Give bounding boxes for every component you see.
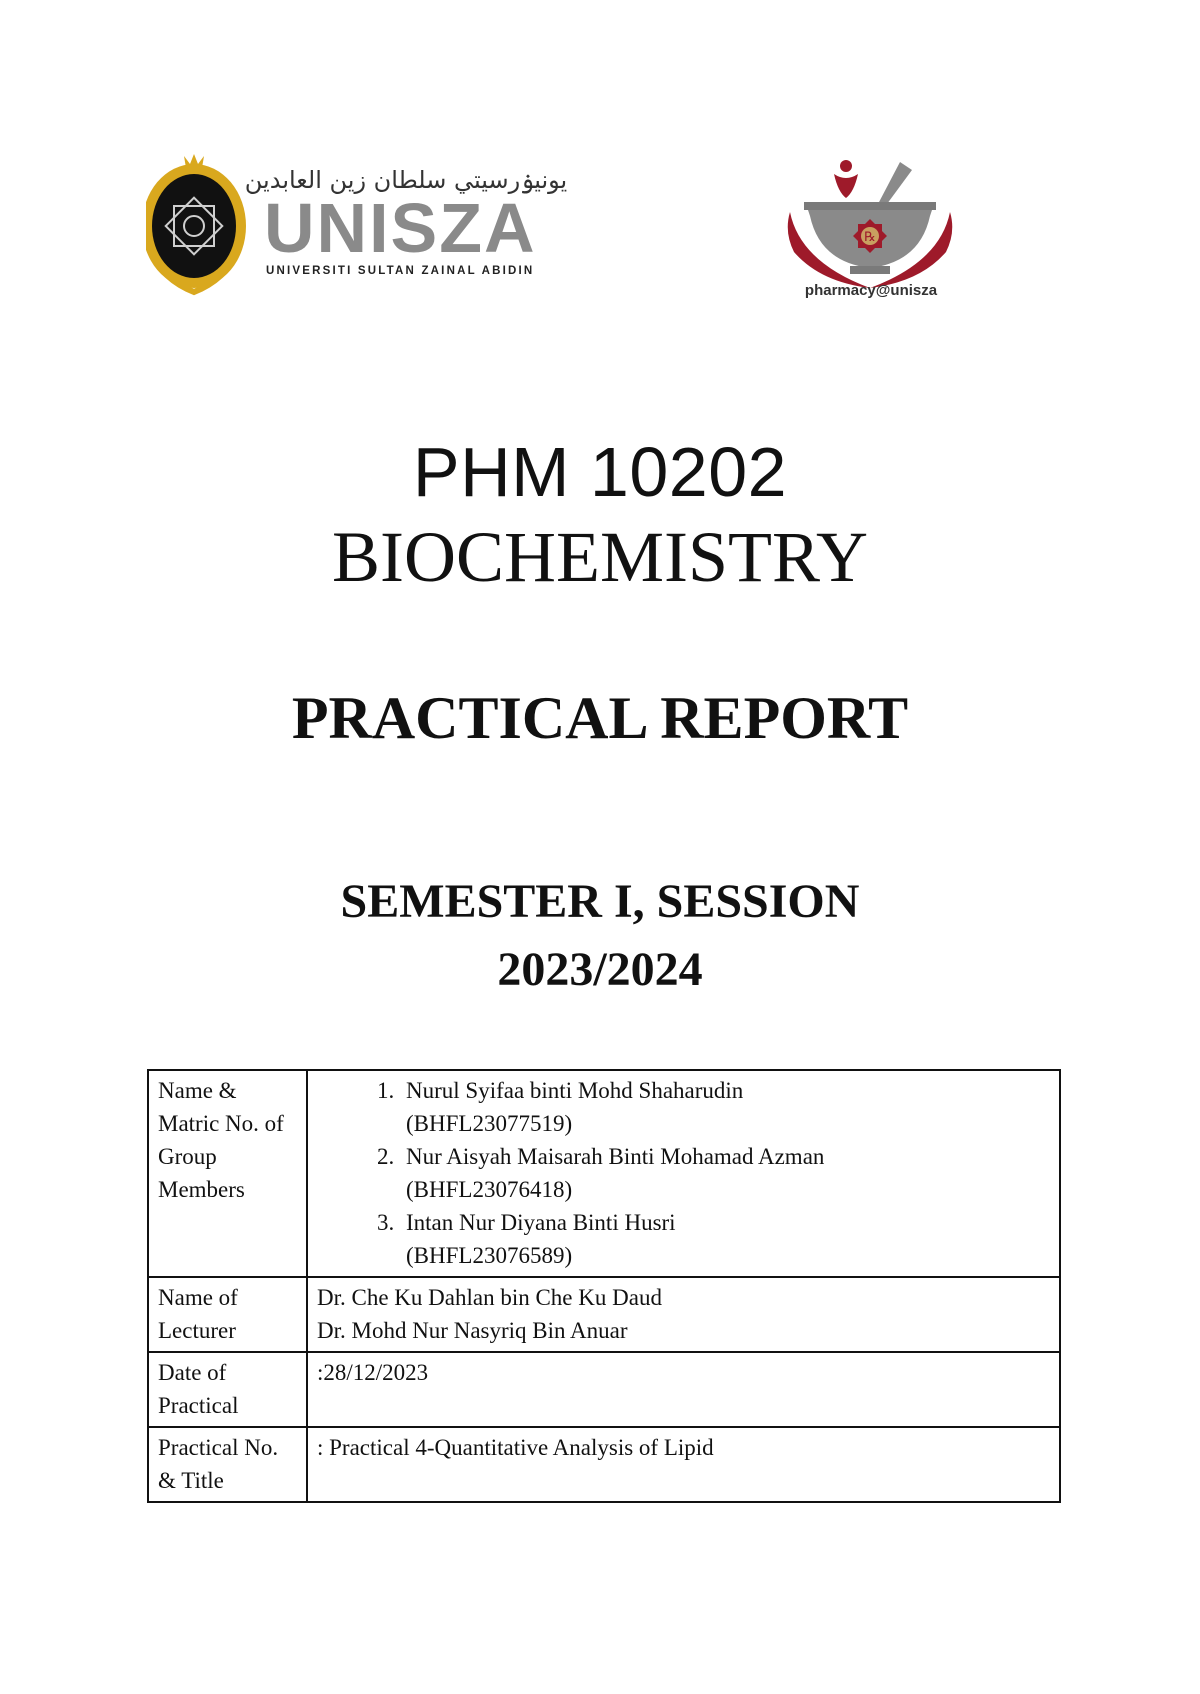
member-name: 3. Intan Nur Diyana Binti Husri [406, 1210, 676, 1235]
pharmacy-logo-icon [780, 152, 960, 302]
members-label: Name & Matric No. of Group Members [148, 1070, 307, 1277]
member-name: 1. Nurul Syifaa binti Mohd Shaharudin [406, 1078, 744, 1103]
member-matric: (BHFL23076589) [406, 1243, 573, 1268]
university-full-name: UNIVERSITI SULTAN ZAINAL ABIDIN [266, 265, 535, 277]
member-matric: (BHFL23076418) [406, 1177, 573, 1202]
member-item [400, 1074, 1051, 1140]
practical-title-label: Practical No. & Title [148, 1427, 307, 1502]
session-year: 2023/2024 [497, 943, 703, 996]
lecturer-name: Dr. Che Ku Dahlan bin Che Ku Daud [317, 1285, 662, 1310]
member-item [400, 1140, 1051, 1206]
report-info-table [147, 1069, 1061, 1503]
pharmacy-caption: pharmacy@unisza [804, 282, 938, 299]
semester-session [0, 868, 1200, 1004]
table-row-members [148, 1070, 1060, 1277]
member-name: 2. Nur Aisyah Maisarah Binti Mohamad Azman [406, 1144, 825, 1169]
member-item [400, 1206, 1051, 1272]
lecturer-label: Name of Lecturer [148, 1277, 307, 1352]
members-value [307, 1070, 1060, 1277]
date-value: :28/12/2023 [307, 1352, 1060, 1427]
lecturer-value [307, 1277, 1060, 1352]
course-code: PHM 10202 [412, 433, 788, 511]
table-row-date [148, 1352, 1060, 1427]
member-list [320, 1074, 1051, 1272]
course-name: BIOCHEMISTRY [331, 517, 869, 597]
report-type: PRACTICAL REPORT [291, 685, 909, 751]
member-matric: (BHFL23077519) [406, 1111, 573, 1136]
date-label: Date of Practical [148, 1352, 307, 1427]
table-row-lecturer [148, 1277, 1060, 1352]
unisza-logo [146, 146, 576, 296]
lecturer-name: Dr. Mohd Nur Nasyriq Bin Anuar [317, 1318, 628, 1343]
practical-title-value: : Practical 4-Quantitative Analysis of Lipid [307, 1427, 1060, 1502]
semester-line: SEMESTER I, SESSION [340, 875, 860, 928]
university-wordmark: UNISZA [264, 189, 537, 267]
university-crest-icon [146, 154, 246, 292]
university-arabic-name: يونيۏرسيتي سلطان زين العابدين [244, 166, 568, 194]
svg-text:℞: ℞ [864, 230, 876, 245]
table-row-title [148, 1427, 1060, 1502]
